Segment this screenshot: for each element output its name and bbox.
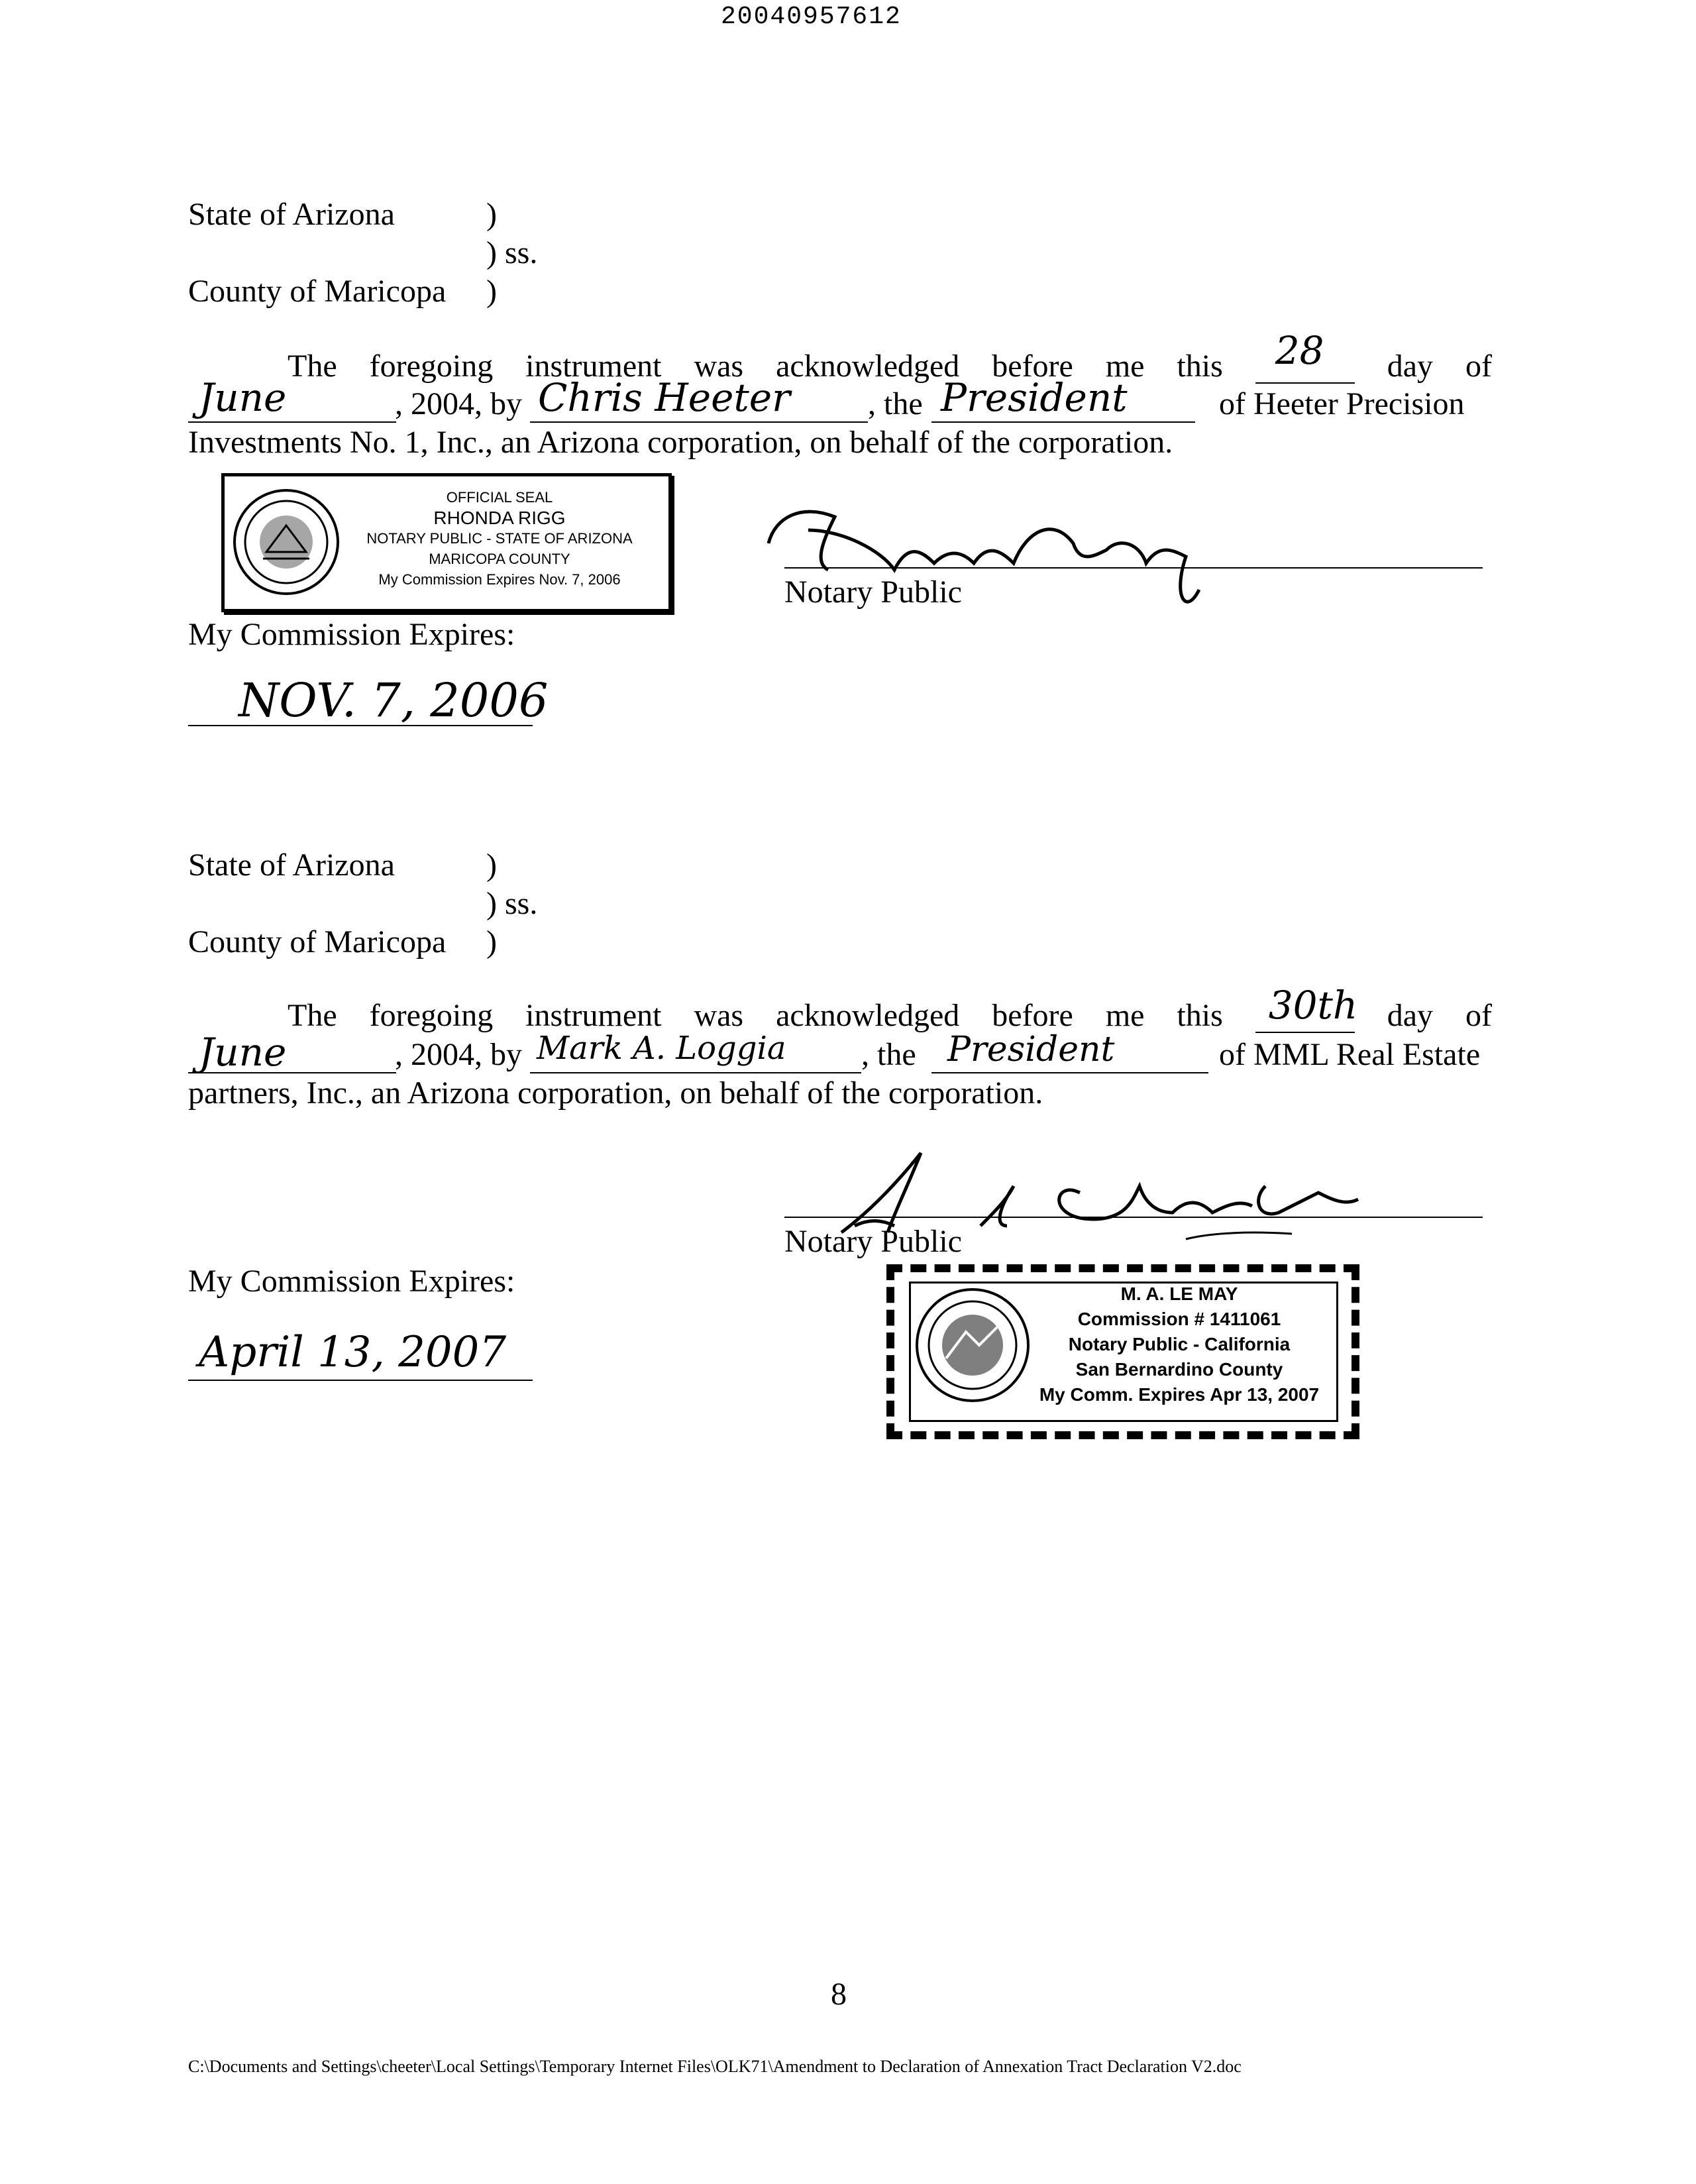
title-handwritten-1: President: [941, 375, 1128, 420]
seal1-line3: NOTARY PUBLIC - STATE OF ARIZONA: [366, 530, 633, 547]
word: of: [1465, 349, 1492, 384]
month-handwritten-1: June: [199, 375, 287, 420]
ack-paragraph-line3-2: partners, Inc., an Arizona corporation, on behalf of the corporation.: [188, 1075, 1043, 1111]
word: this: [1177, 998, 1223, 1033]
county-line-2: County of Maricopa: [188, 924, 447, 959]
name-blank-1: [530, 421, 868, 423]
seal2-line3: Notary Public - California: [1068, 1334, 1291, 1354]
day-handwritten: 30th: [1268, 983, 1358, 1028]
word: day: [1387, 349, 1434, 384]
signer-name-handwritten-1: Chris Heeter: [538, 375, 790, 420]
seal1-line5: My Commission Expires Nov. 7, 2006: [378, 571, 621, 588]
word: before: [992, 349, 1073, 384]
seal2-line5: My Comm. Expires Apr 13, 2007: [1039, 1384, 1320, 1405]
page-number: 8: [831, 1977, 847, 2012]
seal2-line2: Commission # 1411061: [1077, 1309, 1281, 1329]
the-text-1: , the: [868, 386, 923, 421]
name-blank-2: [530, 1072, 861, 1073]
ss-line-1: ) ss.: [486, 235, 538, 270]
commission-expires-handwritten-1: NOV. 7, 2006: [238, 673, 549, 728]
word: acknowledged: [776, 998, 960, 1033]
commission-label-2: My Commission Expires:: [188, 1264, 515, 1299]
word: The: [288, 349, 337, 384]
ack-paragraph-line1-2: [288, 983, 1492, 1034]
notary-seal-california: [886, 1264, 1359, 1439]
seal1-line4: MARICOPA COUNTY: [429, 551, 570, 567]
seal1-line1: OFFICIAL SEAL: [446, 489, 553, 506]
state-seal-icon: [230, 486, 343, 598]
state-seal-icon: [913, 1285, 1032, 1405]
year-by-2: , 2004, by: [395, 1037, 522, 1072]
seal2-line4: San Bernardino County: [1075, 1359, 1283, 1380]
commission-expires-line-1: [188, 725, 533, 726]
the-text-2: , the: [861, 1037, 916, 1072]
commission-label-1: My Commission Expires:: [188, 617, 515, 652]
word: me: [1105, 349, 1145, 384]
year-by-1: , 2004, by: [395, 386, 522, 421]
word: acknowledged: [776, 349, 960, 384]
state-paren-1: ): [486, 197, 497, 232]
word: instrument: [525, 998, 662, 1033]
word: The: [288, 998, 337, 1033]
word: was: [694, 998, 744, 1033]
day-blank: [1255, 328, 1355, 385]
official-seal-arizona: [221, 473, 672, 612]
county-paren-1: ): [486, 274, 497, 309]
month-blank-1: [188, 421, 396, 423]
document-number: 20040957612: [721, 3, 902, 31]
word: was: [694, 349, 744, 384]
word: instrument: [525, 349, 662, 384]
word: foregoing: [369, 349, 494, 384]
commission-expires-line-2: [188, 1380, 533, 1381]
notary-signature-line-2: [784, 1217, 1483, 1218]
ack-paragraph-line1-1: [288, 328, 1492, 385]
footer-file-path: C:\Documents and Settings\cheeter\Local Settings\Temporary Internet Files\OLK71\Amendment to Declaration of Annexation Tract Declaration V2.doc: [188, 2057, 1242, 2076]
word: of: [1465, 998, 1492, 1033]
month-handwritten-2: June: [199, 1030, 287, 1075]
entity-text-1: of Heeter Precision: [1219, 386, 1465, 421]
word: before: [992, 998, 1073, 1033]
title-handwritten-2: President: [947, 1030, 1115, 1069]
notary-public-label-2: Notary Public: [784, 1224, 962, 1259]
day-handwritten: 28: [1275, 328, 1324, 373]
month-blank-2: [188, 1072, 396, 1073]
state-paren-2: ): [486, 847, 497, 883]
word: me: [1105, 998, 1145, 1033]
day-blank: [1255, 983, 1358, 1034]
entity-text-2: of MML Real Estate: [1219, 1037, 1481, 1072]
seal1-line2: RHONDA RIGG: [433, 508, 566, 528]
word: this: [1177, 349, 1223, 384]
seal2-line1: M. A. LE MAY: [1120, 1283, 1238, 1304]
commission-expires-handwritten-2: April 13, 2007: [199, 1328, 507, 1377]
word: day: [1387, 998, 1434, 1033]
title-blank-1: [931, 421, 1195, 423]
state-line-2: State of Arizona: [188, 847, 395, 883]
word: foregoing: [369, 998, 494, 1033]
title-blank-2: [931, 1072, 1208, 1073]
notary-signature-line-1: [784, 567, 1483, 569]
ss-line-2: ) ss.: [486, 886, 538, 921]
state-line-1: State of Arizona: [188, 197, 395, 232]
signer-name-handwritten-2: Mark A. Loggia: [537, 1030, 786, 1067]
county-paren-2: ): [486, 924, 497, 959]
ack-paragraph-line3-1: Investments No. 1, Inc., an Arizona corporation, on behalf of the corporation.: [188, 425, 1173, 460]
county-line-1: County of Maricopa: [188, 274, 447, 309]
notary-public-label-1: Notary Public: [784, 574, 962, 610]
